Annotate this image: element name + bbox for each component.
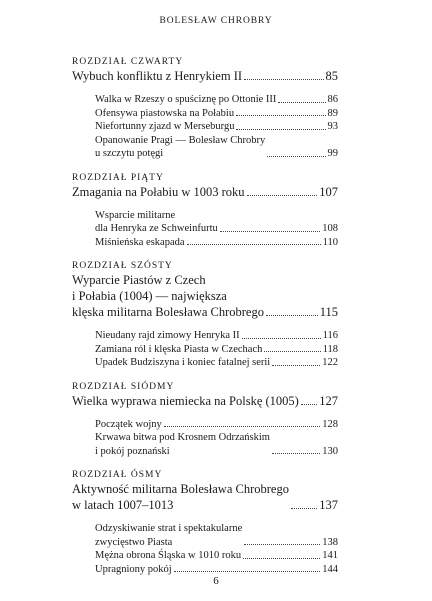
subsection-entry xyxy=(95,563,338,577)
chapter-title-line: Wybuch konfliktu z Henrykiem II xyxy=(72,69,243,83)
subsection-title-line: Wsparcie militarne xyxy=(95,209,176,221)
subsection-title xyxy=(95,522,242,549)
dot-leader xyxy=(243,558,320,559)
subsection-page-number: 128 xyxy=(322,418,338,430)
dot-leader xyxy=(278,102,325,103)
chapter-page-number: 85 xyxy=(325,69,338,83)
page-number: 6 xyxy=(213,575,219,587)
chapter-page-number: 137 xyxy=(319,498,338,512)
subsection-page-number: 110 xyxy=(322,236,338,248)
chapter-title-line: Wielka wyprawa niemiecka na Polskę (1005) xyxy=(72,393,299,408)
chapter-title xyxy=(72,184,245,200)
subsection-page-number: 122 xyxy=(322,357,338,368)
dot-leader xyxy=(247,195,318,196)
subsection-title xyxy=(95,431,270,458)
subsection-title xyxy=(95,343,262,357)
running-header: BOLESŁAW CHROBRY xyxy=(159,16,273,26)
chapter-title-entry xyxy=(72,272,338,320)
subsection-page-number: 138 xyxy=(322,536,338,548)
subsection-entry xyxy=(95,107,338,121)
dot-leader xyxy=(174,571,321,572)
subsection-title xyxy=(95,329,240,343)
chapter-title-entry xyxy=(72,393,338,409)
toc-chapter xyxy=(72,381,338,459)
subsection-entry xyxy=(95,120,338,134)
subsection-title-line: i pokój poznański xyxy=(95,445,170,457)
chapter-page-number: 127 xyxy=(319,393,338,408)
chapter-label: ROZDZIAŁ CZWARTY xyxy=(72,57,184,67)
subsection-title xyxy=(95,107,234,121)
subsection-entry xyxy=(95,134,338,161)
table-of-contents xyxy=(72,56,338,587)
subsection-title-line: Upragniony pokój xyxy=(95,563,172,575)
chapter-label: ROZDZIAŁ ÓSMY xyxy=(72,470,163,480)
subsection-title-line: Upadek Budziszyna i koniec fatalnej serii xyxy=(95,357,271,368)
subsection-title-line: Miśnieńska eskapada xyxy=(95,236,185,248)
subsection-title xyxy=(95,236,185,250)
chapter-title-line: Zmagania na Połabiu w 1003 roku xyxy=(72,184,245,199)
chapter-title-line: i Połabia (1004) — największa xyxy=(72,289,227,303)
subsection-title-line: Odzyskiwanie strat i spektakularne xyxy=(95,523,243,534)
subsection-page-number: 130 xyxy=(322,445,338,457)
chapter-page-number: 107 xyxy=(319,184,338,199)
subsection-entry xyxy=(95,329,338,343)
subsection-title xyxy=(95,134,265,161)
subsection-page-number: 141 xyxy=(322,550,338,561)
chapter-page-number: 115 xyxy=(319,305,338,319)
subsection-title-line: Walka w Rzeszy o spuściznę po Ottonie III xyxy=(95,94,277,105)
subsection-entry xyxy=(95,418,338,432)
subsection-title xyxy=(95,120,234,134)
dot-leader xyxy=(267,156,325,157)
subsection-title xyxy=(95,209,218,236)
subsection-page-number: 86 xyxy=(327,94,338,105)
toc-chapter xyxy=(72,260,338,370)
dot-leader xyxy=(187,244,321,245)
subsection-entry xyxy=(95,522,338,549)
subsection-page-number: 116 xyxy=(322,330,338,341)
chapter-title xyxy=(72,393,299,409)
dot-leader xyxy=(264,351,320,352)
chapter-title-line: Aktywność militarna Bolesława Chrobrego xyxy=(72,482,289,496)
subsection-list xyxy=(95,209,338,250)
subsection-page-number: 118 xyxy=(322,343,338,355)
subsection-title-line: u szczytu potęgi xyxy=(95,148,164,159)
dot-leader xyxy=(266,315,318,316)
subsection-title-line: dla Henryka ze Schweinfurtu xyxy=(95,223,218,234)
subsection-title-line: Krwawa bitwa pod Krosnem Odrzańskim xyxy=(95,432,270,443)
subsection-page-number: 89 xyxy=(327,107,338,119)
dot-leader xyxy=(242,338,321,339)
subsection-entry xyxy=(95,93,338,107)
subsection-title xyxy=(95,418,162,432)
dot-leader xyxy=(244,79,323,80)
subsection-page-number: 93 xyxy=(327,121,338,132)
subsection-title-line: Zamiana ról i klęska Piasta w Czechach xyxy=(95,343,263,355)
subsection-entry xyxy=(95,343,338,357)
subsection-page-number: 144 xyxy=(322,563,338,575)
dot-leader xyxy=(236,115,325,116)
chapter-title-line: klęska militarna Bolesława Chrobrego xyxy=(72,305,264,319)
subsection-title-line: Niefortunny zjazd w Merseburgu xyxy=(95,121,235,132)
subsection-title xyxy=(95,549,241,563)
toc-chapter xyxy=(72,469,338,576)
subsection-title-line: Nieudany rajd zimowy Henryka II xyxy=(95,330,240,341)
subsection-title-line: Początek wojny xyxy=(95,418,162,430)
subsection-list xyxy=(95,329,338,370)
subsection-page-number: 108 xyxy=(322,223,338,234)
subsection-title-line: Ofensywa piastowska na Połabiu xyxy=(95,107,235,119)
subsection-list xyxy=(95,93,338,161)
dot-leader xyxy=(272,453,320,454)
subsection-list xyxy=(95,418,338,459)
subsection-list xyxy=(95,522,338,576)
dot-leader xyxy=(164,426,320,427)
chapter-title xyxy=(72,272,264,320)
subsection-page-number: 99 xyxy=(327,148,338,159)
subsection-title-line: Mężna obrona Śląska w 1010 roku xyxy=(95,550,242,561)
chapter-label: ROZDZIAŁ SZÓSTY xyxy=(72,261,173,271)
subsection-title xyxy=(95,356,270,370)
chapter-label: ROZDZIAŁ PIĄTY xyxy=(72,172,164,183)
chapter-title-entry xyxy=(72,68,338,84)
subsection-entry xyxy=(95,549,338,563)
chapter-label: ROZDZIAŁ SIÓDMY xyxy=(72,381,175,392)
chapter-title xyxy=(72,68,242,84)
dot-leader xyxy=(236,129,325,130)
subsection-title xyxy=(95,93,276,107)
chapter-title xyxy=(72,481,289,513)
subsection-title xyxy=(95,563,172,577)
toc-chapter xyxy=(72,172,338,250)
toc-chapter xyxy=(72,56,338,161)
dot-leader xyxy=(220,231,321,232)
subsection-entry xyxy=(95,356,338,370)
chapter-title-entry xyxy=(72,481,338,513)
subsection-title-line: zwycięstwo Piasta xyxy=(95,536,173,548)
subsection-title-line: Opanowanie Pragi — Bolesław Chrobry xyxy=(95,134,266,146)
chapter-title-line: Wyparcie Piastów z Czech xyxy=(72,273,206,287)
dot-leader xyxy=(244,544,320,545)
subsection-entry xyxy=(95,431,338,458)
dot-leader xyxy=(291,508,317,509)
subsection-entry xyxy=(95,209,338,236)
dot-leader xyxy=(301,404,317,405)
subsection-entry xyxy=(95,236,338,250)
chapter-title-line: w latach 1007–1013 xyxy=(72,498,174,512)
dot-leader xyxy=(272,365,320,366)
chapter-title-entry xyxy=(72,184,338,200)
